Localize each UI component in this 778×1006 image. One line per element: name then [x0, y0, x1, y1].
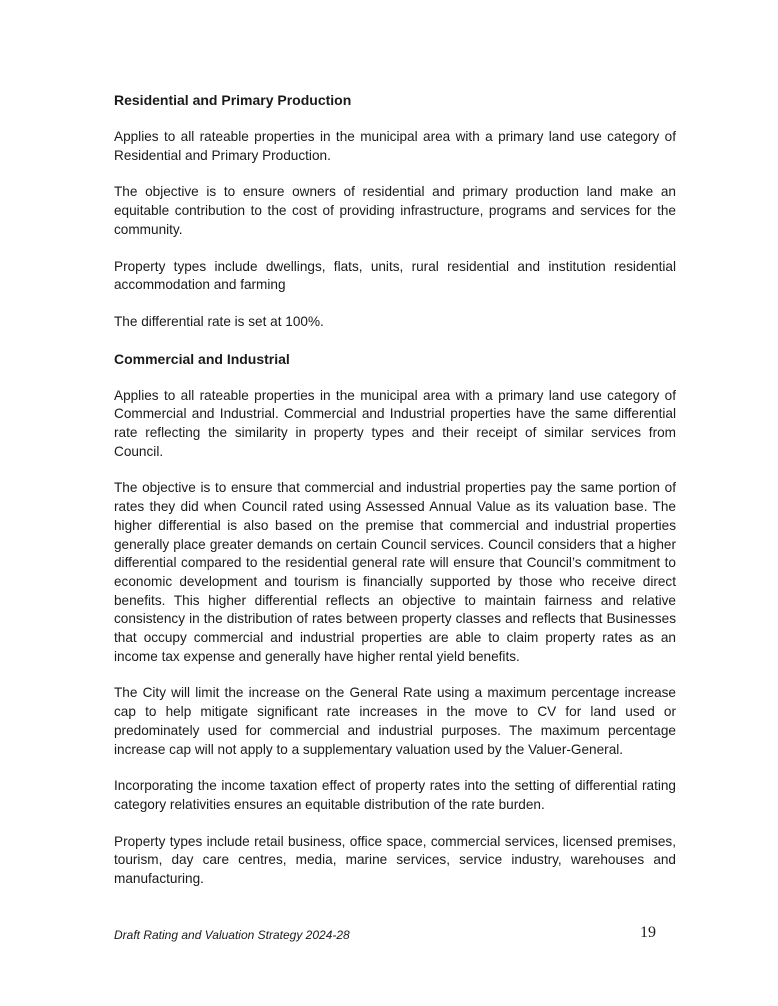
paragraph: Property types include retail business, office space, commercial services, licensed premises, tourism, day care centres, media, marine services, service industry, warehouses and manufacturing. [114, 833, 676, 887]
section-heading-residential: Residential and Primary Production [114, 92, 352, 108]
page-content [114, 91, 676, 889]
paragraph: Property types include dwellings, flats, units, rural residential and institution residential accommodation and farming [114, 258, 676, 293]
paragraph: The City will limit the increase on the General Rate using a maximum percentage increase cap to help mitigate significant rate increases in the move to CV for land used or predominately used for commercial and industrial purposes. The maximum percentage increase cap will not apply to a supplementary valuation used by the Valuer-General. [114, 685, 676, 757]
footer-page-number: 19 [640, 924, 656, 941]
footer-document-title: Draft Rating and Valuation Strategy 2024-28 [114, 928, 350, 942]
section-heading-commercial: Commercial and Industrial [114, 350, 290, 367]
paragraph: Applies to all rateable properties in the municipal area with a primary land use category of Residential and Primary Production. [114, 129, 676, 163]
paragraph: The differential rate is set at 100%. [114, 313, 324, 329]
paragraph: The objective is to ensure owners of residential and primary production land make an equitable contribution to the cost of providing infrastructure, programs and services for the community. [114, 184, 676, 237]
paragraph: Applies to all rateable properties in the municipal area with a primary land use category of Commercial and Industrial. Commercial and Industrial properties have the same differential rate reflecting the similarity in property types and their receipt of similar services from Council. [114, 387, 676, 459]
paragraph: Incorporating the income taxation effect of property rates into the setting of differential rating category relativities ensures an equitable distribution of the rate burden. [114, 778, 676, 812]
paragraph: The objective is to ensure that commercial and industrial properties pay the same portion of rates they did when Council rated using Assessed Annual Value as its valuation base. The higher differential is also based on the premise that commercial and industrial properties generally place greater demands on certain Council services. Council considers that a higher differential compared to the residential general rate will ensure that Council’s commitment to economic development and tourism is financially supported by those who receive direct benefits. This higher differential reflects an objective to maintain fairness and relative consistency in the distribution of rates between property classes and reflects that Businesses that occupy commercial and industrial properties are able to claim property rates as an income tax expense and generally have higher rental yield benefits. [114, 480, 676, 664]
